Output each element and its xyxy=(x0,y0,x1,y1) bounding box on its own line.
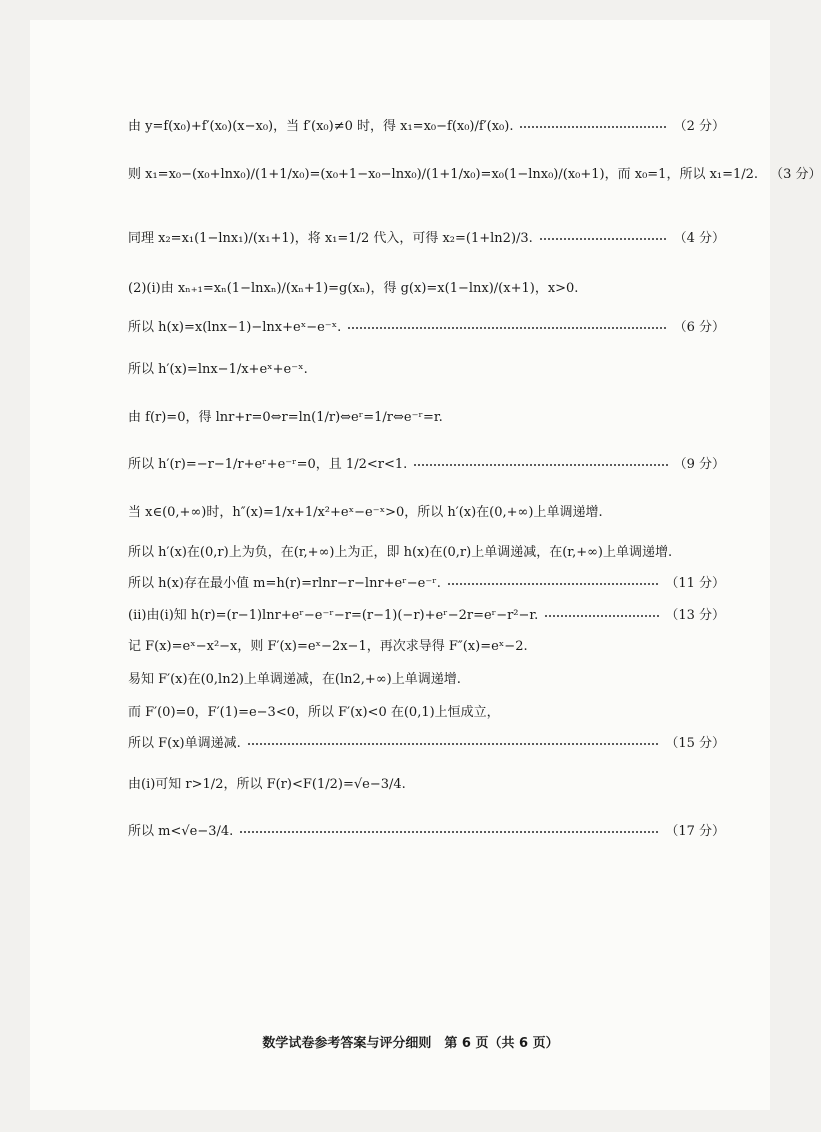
solution-line-14: 易知 F′(x)在(0,ln2)上单调递减，在(ln2,+∞)上单调递增. xyxy=(128,672,461,687)
solution-line-2: 则 x₁=x₀−(x₀+lnx₀)/(1+1/x₀)=(x₀+1−x₀−lnx₀)/(1+1/x₀)=x₀(1−lnx₀)/(x₀+1)，而 x₀=1，所以 x₁=1/2. （3 分） xyxy=(128,167,821,182)
solution-line-7: 由 f(r)=0，得 lnr+r=0⇔r=ln(1/r)⇔eʳ=1/r⇔e⁻ʳ=r. xyxy=(128,410,443,425)
solution-line-13: 记 F(x)=eˣ−x²−x，则 F′(x)=eˣ−2x−1，再次求导得 F″(x)=eˣ−2. xyxy=(128,639,528,654)
solution-line-11: 所以 h(x)存在最小值 m=h(r)=rlnr−r−lnr+eʳ−e⁻ʳ. （11 分） xyxy=(128,576,725,591)
solution-line-10: 所以 h′(x)在(0,r)上为负，在(r,+∞)上为正，即 h(x)在(0,r)上单调递减，在(r,+∞)上单调递增. xyxy=(128,545,673,560)
solution-line-5: 所以 h(x)=x(lnx−1)−lnx+eˣ−e⁻ˣ. （6 分） xyxy=(128,320,725,335)
page-footer: 数学试卷参考答案与评分细则 第 6 页（共 6 页） xyxy=(262,1036,559,1051)
solution-line-6: 所以 h′(x)=lnx−1/x+eˣ+e⁻ˣ. xyxy=(128,362,308,377)
solution-line-18: 所以 m<√e−3/4. （17 分） xyxy=(128,824,725,839)
solution-line-9: 当 x∈(0,+∞)时，h″(x)=1/x+1/x²+eˣ−e⁻ˣ>0，所以 h′(x)在(0,+∞)上单调递增. xyxy=(128,505,603,520)
solution-line-16: 所以 F(x)单调递减. （15 分） xyxy=(128,736,725,751)
solution-line-1: 由 y=f(x₀)+f′(x₀)(x−x₀)，当 f′(x₀)≠0 时，得 x₁=x₀−f(x₀)/f′(x₀). （2 分） xyxy=(128,119,725,134)
solution-line-15: 而 F′(0)=0，F′(1)=e−3<0，所以 F′(x)<0 在(0,1)上恒成立， xyxy=(128,705,500,720)
solution-line-8: 所以 h′(r)=−r−1/r+eʳ+e⁻ʳ=0，且 1/2<r<1. （9 分） xyxy=(128,457,725,472)
solution-line-17: 由(i)可知 r>1/2，所以 F(r)<F(1/2)=√e−3/4. xyxy=(128,777,406,792)
solution-line-4: (2)(i)由 xₙ₊₁=xₙ(1−lnxₙ)/(xₙ+1)=g(xₙ)，得 g(x)=x(1−lnx)/(x+1)，x>0. xyxy=(128,281,579,296)
solution-line-12: (ii)由(i)知 h(r)=(r−1)lnr+eʳ−e⁻ʳ−r=(r−1)(−r)+eʳ−2r=eʳ−r²−r. （13 分） xyxy=(128,608,725,623)
solution-line-3: 同理 x₂=x₁(1−lnx₁)/(x₁+1)，将 x₁=1/2 代入，可得 x₂=(1+ln2)/3. （4 分） xyxy=(128,231,725,246)
